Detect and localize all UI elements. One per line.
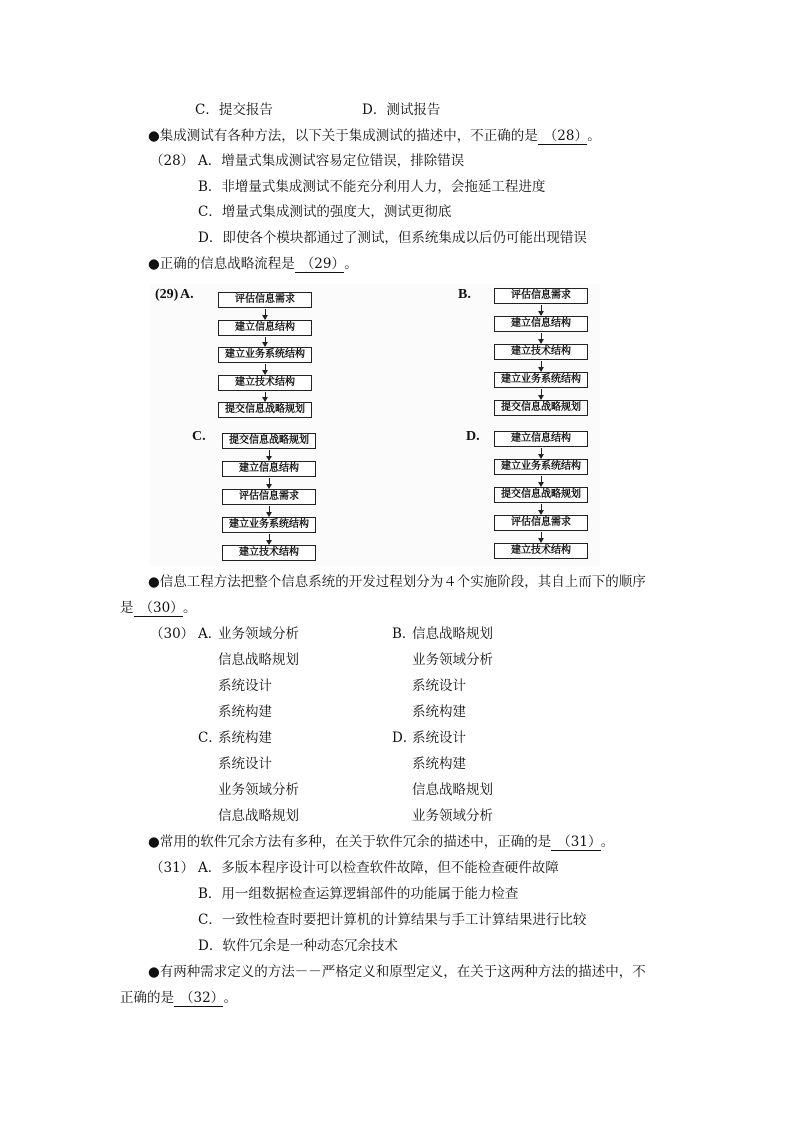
q32-stem-line2: 正确的是 （32） 。 [120, 990, 237, 1006]
flow-c-step: 评估信息需求 [222, 489, 316, 505]
arrow-icon [265, 337, 266, 347]
arrow-icon [265, 392, 266, 402]
flow-c-step: 建立信息结构 [222, 461, 316, 477]
flow-a-step: 提交信息战略规划 [218, 402, 312, 418]
q29-flowchart-figure [150, 284, 600, 566]
flow-d-step: 建立技术结构 [494, 543, 588, 559]
flow-a-label: A. [180, 287, 194, 302]
q30-stem-line1: ●信息工程方法把整个信息系统的开发过程划分为４个实施阶段，其自上而下的顺序 [148, 574, 646, 590]
q29-number: (29) [155, 287, 179, 302]
q30-option-c-item: 业务领域分析 [218, 782, 299, 798]
q30-option-b-label: B． [392, 626, 416, 642]
q31-stem: ●常用的软件冗余方法有多种，在关于软件冗余的描述中，正确的是 （31） 。 [148, 834, 615, 850]
flow-a-step: 评估信息需求 [218, 292, 312, 308]
q30-option-b-item: 信息战略规划 [412, 626, 493, 642]
q27-option-c: C．提交报告 [195, 102, 273, 118]
flow-a-step: 建立业务系统结构 [218, 347, 312, 363]
q30-option-b-item: 系统设计 [412, 678, 466, 694]
q30-option-d-item: 信息战略规划 [412, 782, 493, 798]
arrow-icon [265, 309, 266, 319]
q28-number: （28） [150, 153, 195, 169]
q30-number: （30） [150, 626, 195, 642]
q31-option-c: C．一致性检查时要把计算机的计算结果与手工计算结果进行比较 [198, 912, 587, 928]
flow-b-step: 提交信息战略规划 [494, 400, 588, 416]
arrow-icon [269, 506, 270, 516]
arrow-icon [269, 450, 270, 460]
q31-number: （31） [150, 860, 195, 876]
q30-option-a-item: 系统构建 [218, 704, 272, 720]
answer-blank: （30） [134, 600, 183, 617]
flow-b-step: 建立业务系统结构 [494, 372, 588, 388]
q28-option-a: A．增量式集成测试容易定位错误，排除错误 [198, 153, 465, 169]
q29-stem: ●正确的信息战略流程是 （29） 。 [148, 256, 358, 272]
q30-option-a-label: A． [198, 626, 222, 642]
flow-c-step: 提交信息战略规划 [222, 433, 316, 449]
q28-stem: ●集成测试有各种方法，以下关于集成测试的描述中，不正确的是 （28） 。 [148, 128, 601, 144]
flow-a-step: 建立信息结构 [218, 320, 312, 336]
flow-b-step: 建立技术结构 [494, 344, 588, 360]
arrow-icon [541, 389, 542, 399]
q28-option-c: C．增量式集成测试的强度大，测试更彻底 [198, 204, 452, 220]
q32-stem-line1: ●有两种需求定义的方法－－严格定义和原型定义，在关于这两种方法的描述中，不 [148, 964, 646, 980]
answer-blank: （28） [538, 128, 587, 145]
flow-c-step: 建立技术结构 [222, 545, 316, 561]
q30-option-b-item: 系统构建 [412, 704, 466, 720]
q31-option-d: D．软件冗余是一种动态冗余技术 [198, 938, 398, 954]
q30-option-c-item: 系统设计 [218, 756, 272, 772]
arrow-icon [541, 333, 542, 343]
q30-option-d-item: 系统构建 [412, 756, 466, 772]
flow-d-step: 评估信息需求 [494, 515, 588, 531]
answer-blank: （31） [551, 834, 600, 851]
arrow-icon [541, 504, 542, 514]
arrow-icon [265, 364, 266, 374]
q27-option-d: D．测试报告 [362, 102, 441, 118]
q30-option-a-item: 信息战略规划 [218, 652, 299, 668]
flow-b-step: 建立信息结构 [494, 316, 588, 332]
arrow-icon [541, 532, 542, 542]
arrow-icon [541, 476, 542, 486]
answer-blank: （29） [295, 256, 344, 273]
arrow-icon [541, 448, 542, 458]
flow-c-label: C. [192, 429, 206, 444]
flow-c-step: 建立业务系统结构 [222, 517, 316, 533]
q30-stem-line2: 是 （30） 。 [120, 600, 197, 616]
q28-option-b: B．非增量式集成测试不能充分利用人力，会拖延工程进度 [198, 179, 546, 195]
flow-a-step: 建立技术结构 [218, 375, 312, 391]
q30-option-a-item: 业务领域分析 [218, 626, 299, 642]
flow-b-step: 评估信息需求 [494, 288, 588, 304]
q30-option-d-label: D． [392, 730, 417, 746]
arrow-icon [269, 534, 270, 544]
q30-option-c-item: 系统构建 [218, 730, 272, 746]
answer-blank: （32） [174, 990, 223, 1007]
q31-option-b: B．用一组数据检查运算逻辑部件的功能属于能力检查 [198, 886, 519, 902]
q30-option-d-item: 业务领域分析 [412, 808, 493, 824]
arrow-icon [541, 361, 542, 371]
q30-option-b-item: 业务领域分析 [412, 652, 493, 668]
flow-d-label: D. [466, 429, 480, 444]
arrow-icon [541, 305, 542, 315]
flow-b-label: B. [458, 287, 471, 302]
flow-d-step: 提交信息战略规划 [494, 487, 588, 503]
q30-option-c-label: C． [198, 730, 222, 746]
q28-option-d: D．即使各个模块都通过了测试，但系统集成以后仍可能出现错误 [198, 230, 587, 246]
q31-option-a: A．多版本程序设计可以检查软件故障，但不能检查硬件故障 [198, 860, 559, 876]
q30-option-d-item: 系统设计 [412, 730, 466, 746]
q30-option-a-item: 系统设计 [218, 678, 272, 694]
flow-d-step: 建立信息结构 [494, 431, 588, 447]
flow-d-step: 建立业务系统结构 [494, 459, 588, 475]
q30-option-c-item: 信息战略规划 [218, 808, 299, 824]
arrow-icon [269, 478, 270, 488]
